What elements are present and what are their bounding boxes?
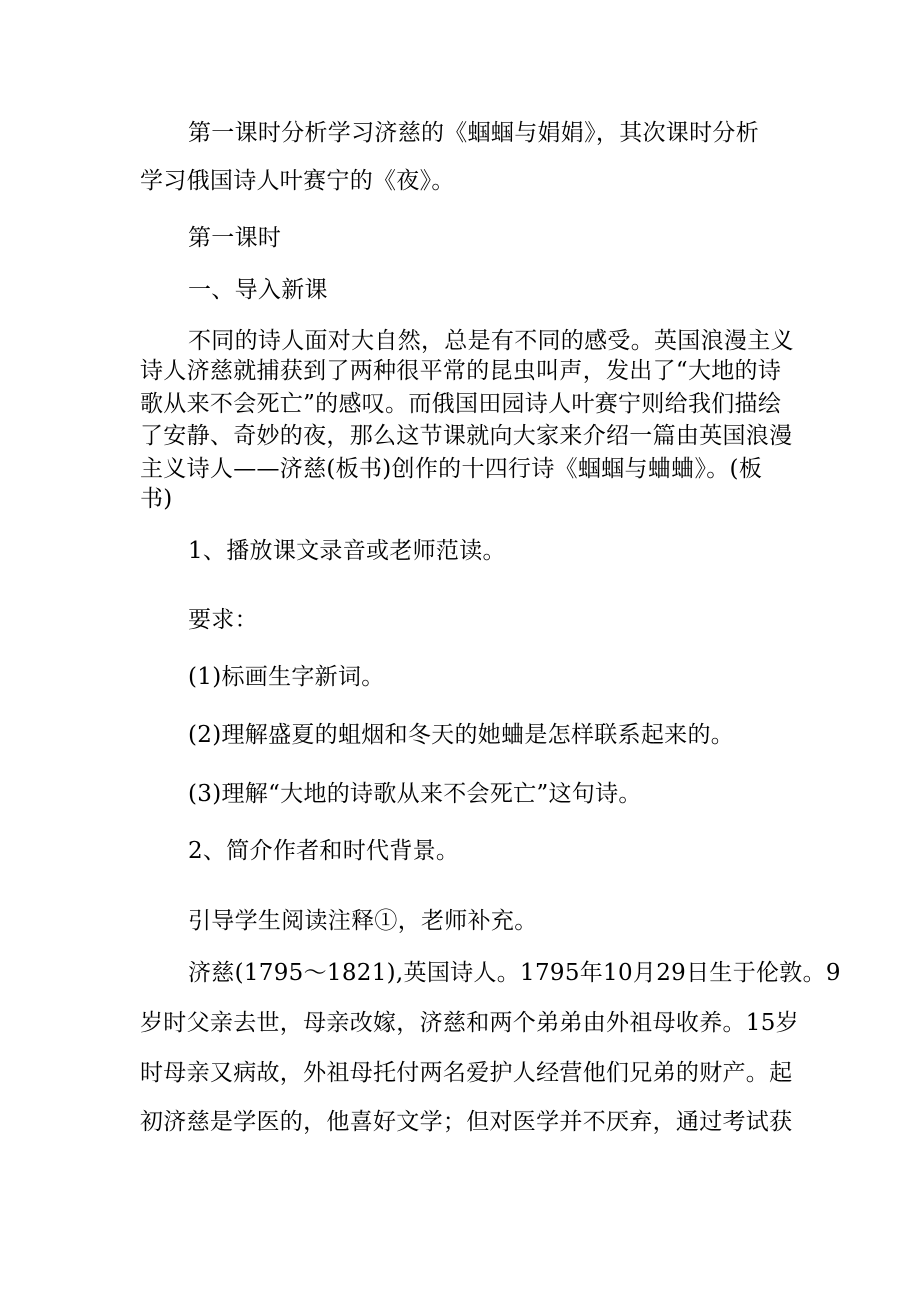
bio-line-3: 时母亲又病故，外祖母托付两名爱护人经营他们兄弟的财产。起 bbox=[140, 1060, 793, 1086]
requirement-3: (3)理解“大地的诗歌从来不会死亡”这句诗。 bbox=[188, 781, 642, 807]
section-heading: 一、导入新课 bbox=[188, 277, 328, 303]
paragraph-line-1: 不同的诗人面对大自然，总是有不同的感受。英国浪漫主义 bbox=[188, 328, 794, 354]
lesson-heading: 第一课时 bbox=[188, 225, 282, 251]
step-1: 1、播放课文录音或老师范读。 bbox=[188, 538, 506, 564]
bio-line-4: 初济慈是学医的，他喜好文学；但对医学并不厌弃，通过考试获 bbox=[140, 1109, 793, 1135]
requirement-2: (2)理解盛夏的蛆烟和冬天的她蛐是怎样联系起来的。 bbox=[188, 722, 735, 748]
guide-line: 引导学生阅读注释①，老师补充。 bbox=[188, 908, 538, 934]
intro-line-2: 学习俄国诗人叶赛宁的《夜》。 bbox=[140, 168, 455, 194]
requirement-1: (1)标画生字新词。 bbox=[188, 664, 385, 690]
paragraph-line-3: 歌从来不会死亡”的感叹。而俄国田园诗人叶赛宁则给我们描绘 bbox=[140, 391, 782, 417]
intro-line-1: 第一课时分析学习济慈的《蝈蝈与娟娟》，其次课时分析 bbox=[188, 120, 759, 146]
paragraph-line-6: 书) bbox=[140, 486, 173, 512]
requirements-label: 要求： bbox=[188, 607, 258, 633]
paragraph-line-4: 了安静、奇妙的夜，那么这节课就向大家来介绍一篇由英国浪漫 bbox=[140, 423, 793, 449]
bio-line-2: 岁时父亲去世，母亲改嫁，济慈和两个弟弟由外祖母收养。15岁 bbox=[140, 1010, 799, 1036]
step-2: 2、简介作者和时代背景。 bbox=[188, 838, 460, 864]
paragraph-line-5: 主义诗人——济慈(板书)创作的十四行诗《蝈蝈与蛐蛐》。(板 bbox=[140, 456, 763, 482]
bio-line-1: 济慈(1795～1821),英国诗人。1795年10月29日生于伦敦。9 bbox=[188, 960, 841, 986]
paragraph-line-2: 诗人济慈就捕获到了两种很平常的昆虫叫声，发出了“大地的诗 bbox=[140, 358, 782, 384]
